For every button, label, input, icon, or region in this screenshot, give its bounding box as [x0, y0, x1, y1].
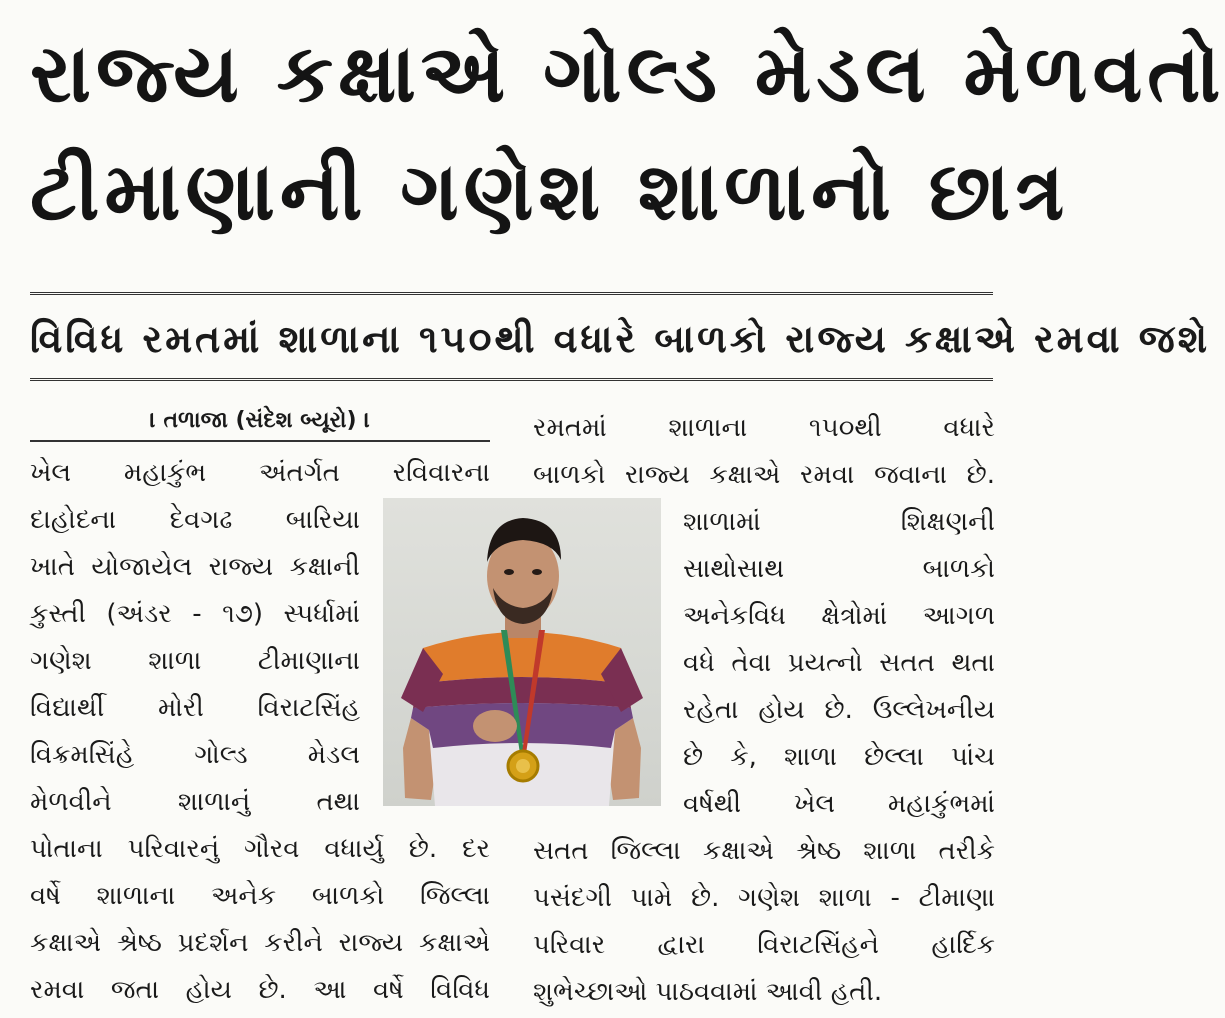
- left-line-4: કુસ્તી (અંડર - ૧૭) સ્પર્ધામાં: [30, 599, 360, 629]
- left-line-6: વિદ્યાર્થી મોરી વિરાટસિંહ: [30, 693, 360, 723]
- headline-line-1: રાજ્ય કક્ષાએ ગોલ્ડ મેડલ મેળવતો: [30, 27, 1225, 120]
- student-photo: [383, 498, 661, 806]
- left-line-7: વિક્રમસિંહે ગોલ્ડ મેડલ: [30, 740, 360, 770]
- left-line-11: કક્ષાએ શ્રેષ્ઠ પ્રદર્શન કરીને રાજ્ય કક્ષાએ: [30, 928, 490, 958]
- left-line-12: રમવા જતા હોય છે. આ વર્ષે વિવિધ: [30, 975, 490, 1005]
- right-line-10: સતત જિલ્લા કક્ષાએ શ્રેષ્ઠ શાળા તરીકે: [533, 836, 995, 866]
- right-line-9: વર્ષથી ખેલ મહાકુંભમાં: [683, 789, 995, 819]
- right-line-11: પસંદગી પામે છે. ગણેશ શાળા - ટીમાણા: [533, 883, 995, 913]
- left-line-5: ગણેશ શાળા ટીમાણાના: [30, 646, 360, 676]
- right-line-8: છે કે, શાળા છેલ્લા પાંચ: [683, 742, 995, 772]
- right-line-12: પરિવાર દ્વારા વિરાટસિંહને હાર્દિક: [533, 930, 995, 960]
- right-line-13: શુભેચ્છાઓ પાઠવવામાં આવી હતી.: [533, 977, 883, 1007]
- left-line-3: ખાતે યોજાયેલ રાજ્ય કક્ષાની: [30, 552, 360, 582]
- headline-line-2: ટીમાણાની ગણેશ શાળાનો છાત્ર: [30, 145, 1070, 238]
- right-line-7: રહેતા હોય છે. ઉલ્લેખનીય: [683, 695, 995, 725]
- right-line-4: સાથોસાથ બાળકો: [683, 554, 995, 584]
- left-line-1: ખેલ મહાકુંભ અંતર્ગત રવિવારના: [30, 458, 490, 488]
- right-line-3: શાળામાં શિક્ષણની: [683, 507, 995, 537]
- right-line-1: રમતમાં શાળાના ૧૫૦થી વધારે: [533, 413, 995, 443]
- right-line-2: બાળકો રાજ્ય કક્ષાએ રમવા જવાના છે.: [533, 460, 995, 490]
- right-line-6: વધે તેવા પ્રયત્નો સતત થતા: [683, 648, 995, 678]
- right-line-5: અનેકવિધ ક્ષેત્રોમાં આગળ: [683, 601, 995, 631]
- left-line-2: દાહોદના દેવગઢ બારિયા: [30, 505, 360, 535]
- subheadline-bottom-rule: [30, 378, 993, 383]
- dateline: । તળાજા (સંદેશ બ્યૂરો) ।: [149, 408, 371, 433]
- dateline-rule: [30, 440, 490, 442]
- subheadline: વિવિધ રમતમાં શાળાના ૧૫૦થી વધારે બાળકો રાજ્ય કક્ષાએ રમવા જશે: [30, 317, 1211, 361]
- subheadline-top-rule: [30, 292, 993, 297]
- left-line-10: વર્ષે શાળાના અનેક બાળકો જિલ્લા: [30, 881, 490, 911]
- left-line-8: મેળવીને શાળાનું તથા: [30, 787, 360, 817]
- left-line-9: પોતાના પરિવારનું ગૌરવ વધાર્યુ છે. દર: [30, 834, 490, 864]
